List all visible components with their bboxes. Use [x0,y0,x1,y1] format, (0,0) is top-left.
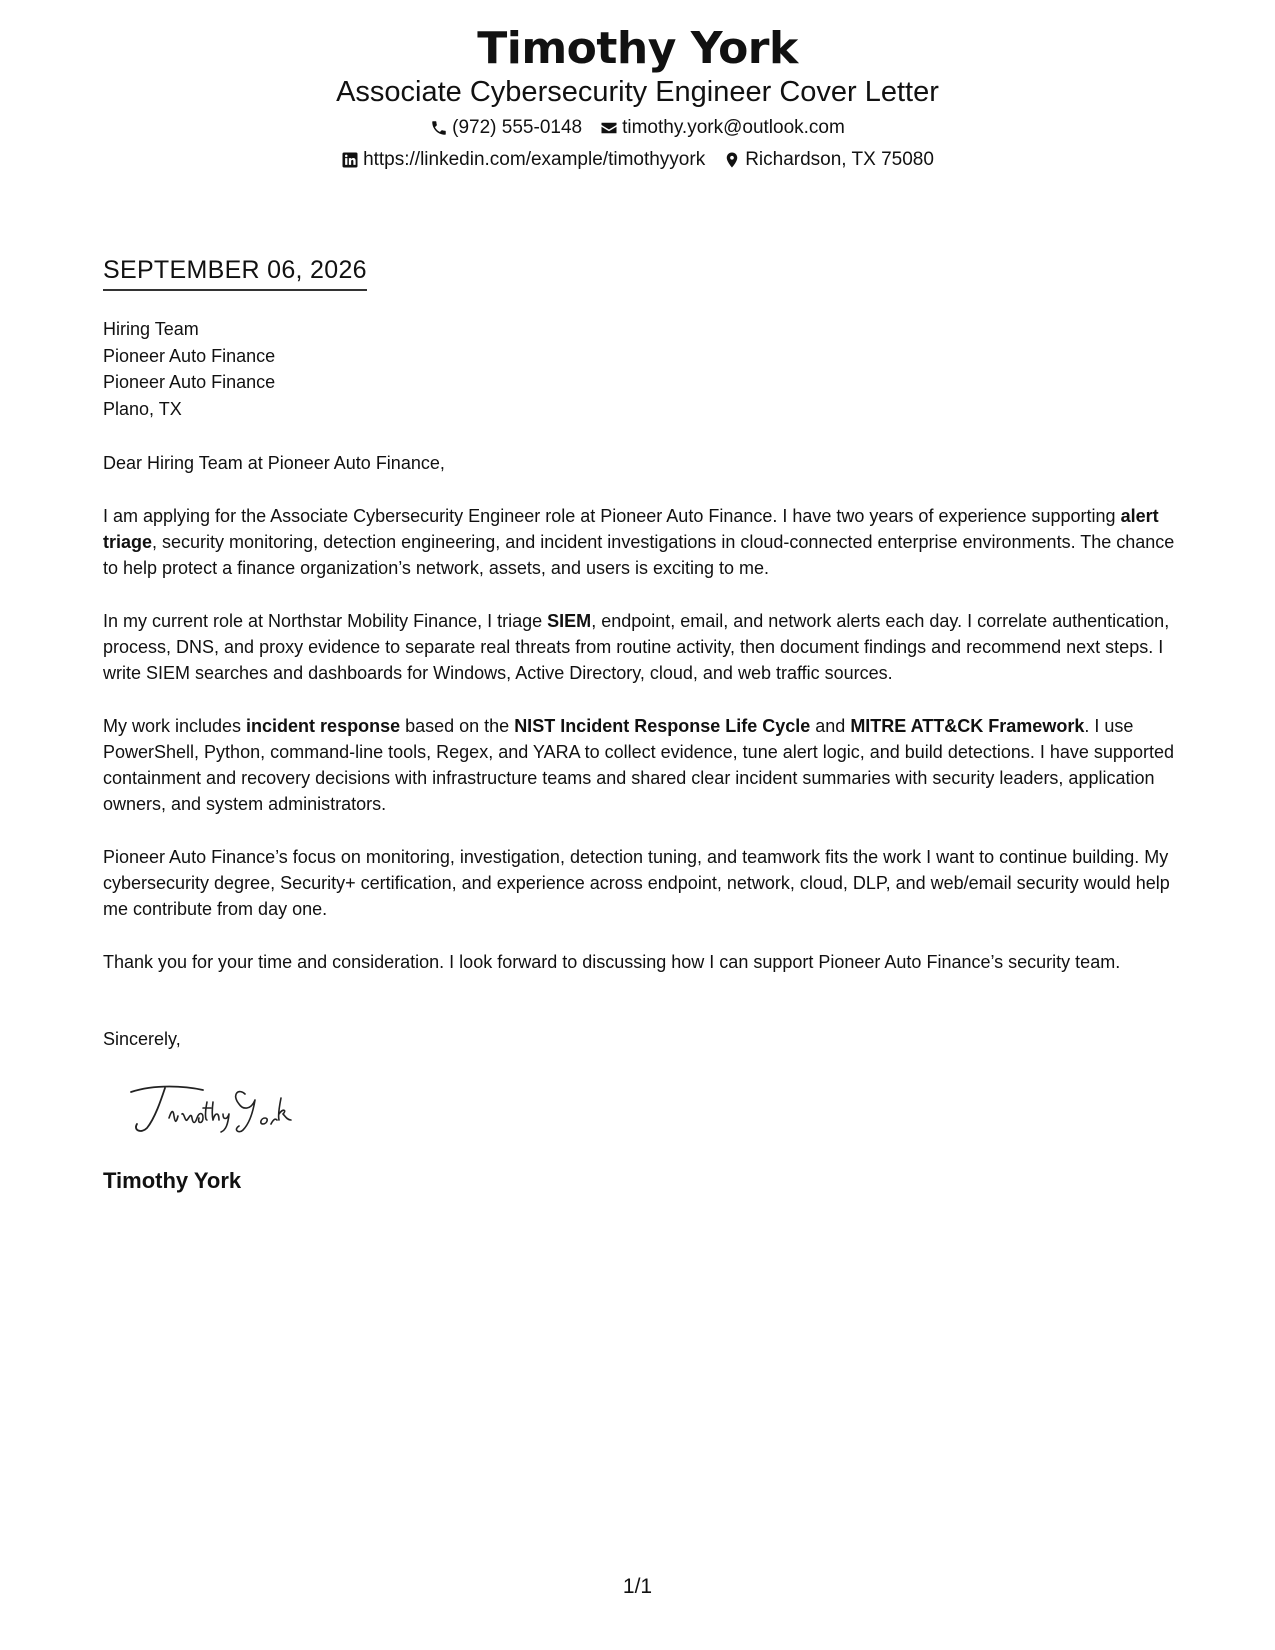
paragraph-emphasis: SIEM [547,611,592,631]
paragraph-current-role [103,608,1178,686]
contact-phone [430,116,582,140]
letter-body [103,316,1178,1195]
paragraph-emphasis: NIST Incident Response Life Cycle [514,716,811,736]
paragraph-text: , endpoint, email, and network alerts each day. I correlate authentication, process, DNS, and proxy evidence to separate real threats from routine activity, then document findings and recommend next steps. I write SIEM searches and dashboards for Windows, Active Directory, cloud, and web traffic sources. [103,611,1170,683]
contact-linkedin[interactable] [341,148,705,172]
salutation: Dear Hiring Team at Pioneer Auto Finance, [103,453,445,473]
letter-subtitle: Associate Cybersecurity Engineer Cover Letter [336,76,939,108]
phone-number: (972) 555-0148 [452,117,583,138]
signed-name: Timothy York [103,1168,242,1193]
phone-icon [430,119,448,137]
handwritten-signature [125,1078,345,1138]
recipient-line: Pioneer Auto Finance [103,372,276,392]
date-block [103,254,367,291]
paragraph-text: I am applying for the Associate Cybersecurity Engineer role at Pioneer Auto Finance. I have two years of experience supporting [103,506,1121,526]
linkedin-icon [341,151,359,169]
paragraph-company-fit [103,844,1178,922]
envelope-icon [600,119,618,137]
paragraph-text: Pioneer Auto Finance’s focus on monitoring, investigation, detection tuning, and teamwork fits the work I want to continue building. My cybersecurity degree, Security+ certification, and experience across endpoint, network, cloud, DLP, and web/email security would help me contribute from day one. [103,847,1170,919]
contact-location [723,148,934,172]
location-text: Richardson, TX 75080 [745,149,934,170]
paragraph-text: based on the [400,716,515,736]
paragraph-text: In my current role at Northstar Mobility Finance, I triage [103,611,548,631]
paragraph-incident-response [103,713,1178,817]
letter-date: SEPTEMBER 06, 2026 [103,254,367,291]
paragraph-emphasis: MITRE ATT&CK Framework [850,716,1085,736]
paragraph-thank-you [103,949,1178,975]
paragraph-text: My work includes [103,716,247,736]
recipient-address [103,316,1178,422]
email-address[interactable]: timothy.york@outlook.com [622,117,845,138]
recipient-line: Pioneer Auto Finance [103,345,276,366]
paragraph-text: Thank you for your time and consideration. I look forward to discussing how I can support Pioneer Auto Finance’s security team. [103,952,1121,972]
contact-row-secondary [0,148,1275,172]
paragraph-intro [103,503,1178,581]
page-number: 1/1 [622,1575,653,1598]
paragraph-text: and [810,716,851,736]
applicant-name: Timothy York [477,23,798,74]
linkedin-url[interactable]: https://linkedin.com/example/timothyyork [363,149,706,170]
contact-row-primary [0,116,1275,140]
paragraph-text: . I use PowerShell, Python, command-line tools, Regex, and YARA to collect evidence, tune alert logic, and build detections. I have supported containment and recovery decisions with infrastructure teams and shared clear incident summaries with security leaders, application owners, and system administrators. [103,716,1174,814]
contact-email[interactable] [600,116,845,140]
paragraph-text: , security monitoring, detection engineering, and incident investigations in cloud-connected enterprise environments. The chance to help protect a finance organization’s network, assets, and users is exciting to me. [103,532,1175,578]
recipient-line: Plano, TX [103,398,182,419]
paragraph-emphasis: alert triage [103,506,1159,552]
map-pin-icon [723,151,741,169]
closing: Sincerely, [103,1029,181,1049]
paragraph-emphasis: incident response [246,716,401,736]
recipient-line: Hiring Team [103,319,199,339]
letter-header [0,22,1275,172]
